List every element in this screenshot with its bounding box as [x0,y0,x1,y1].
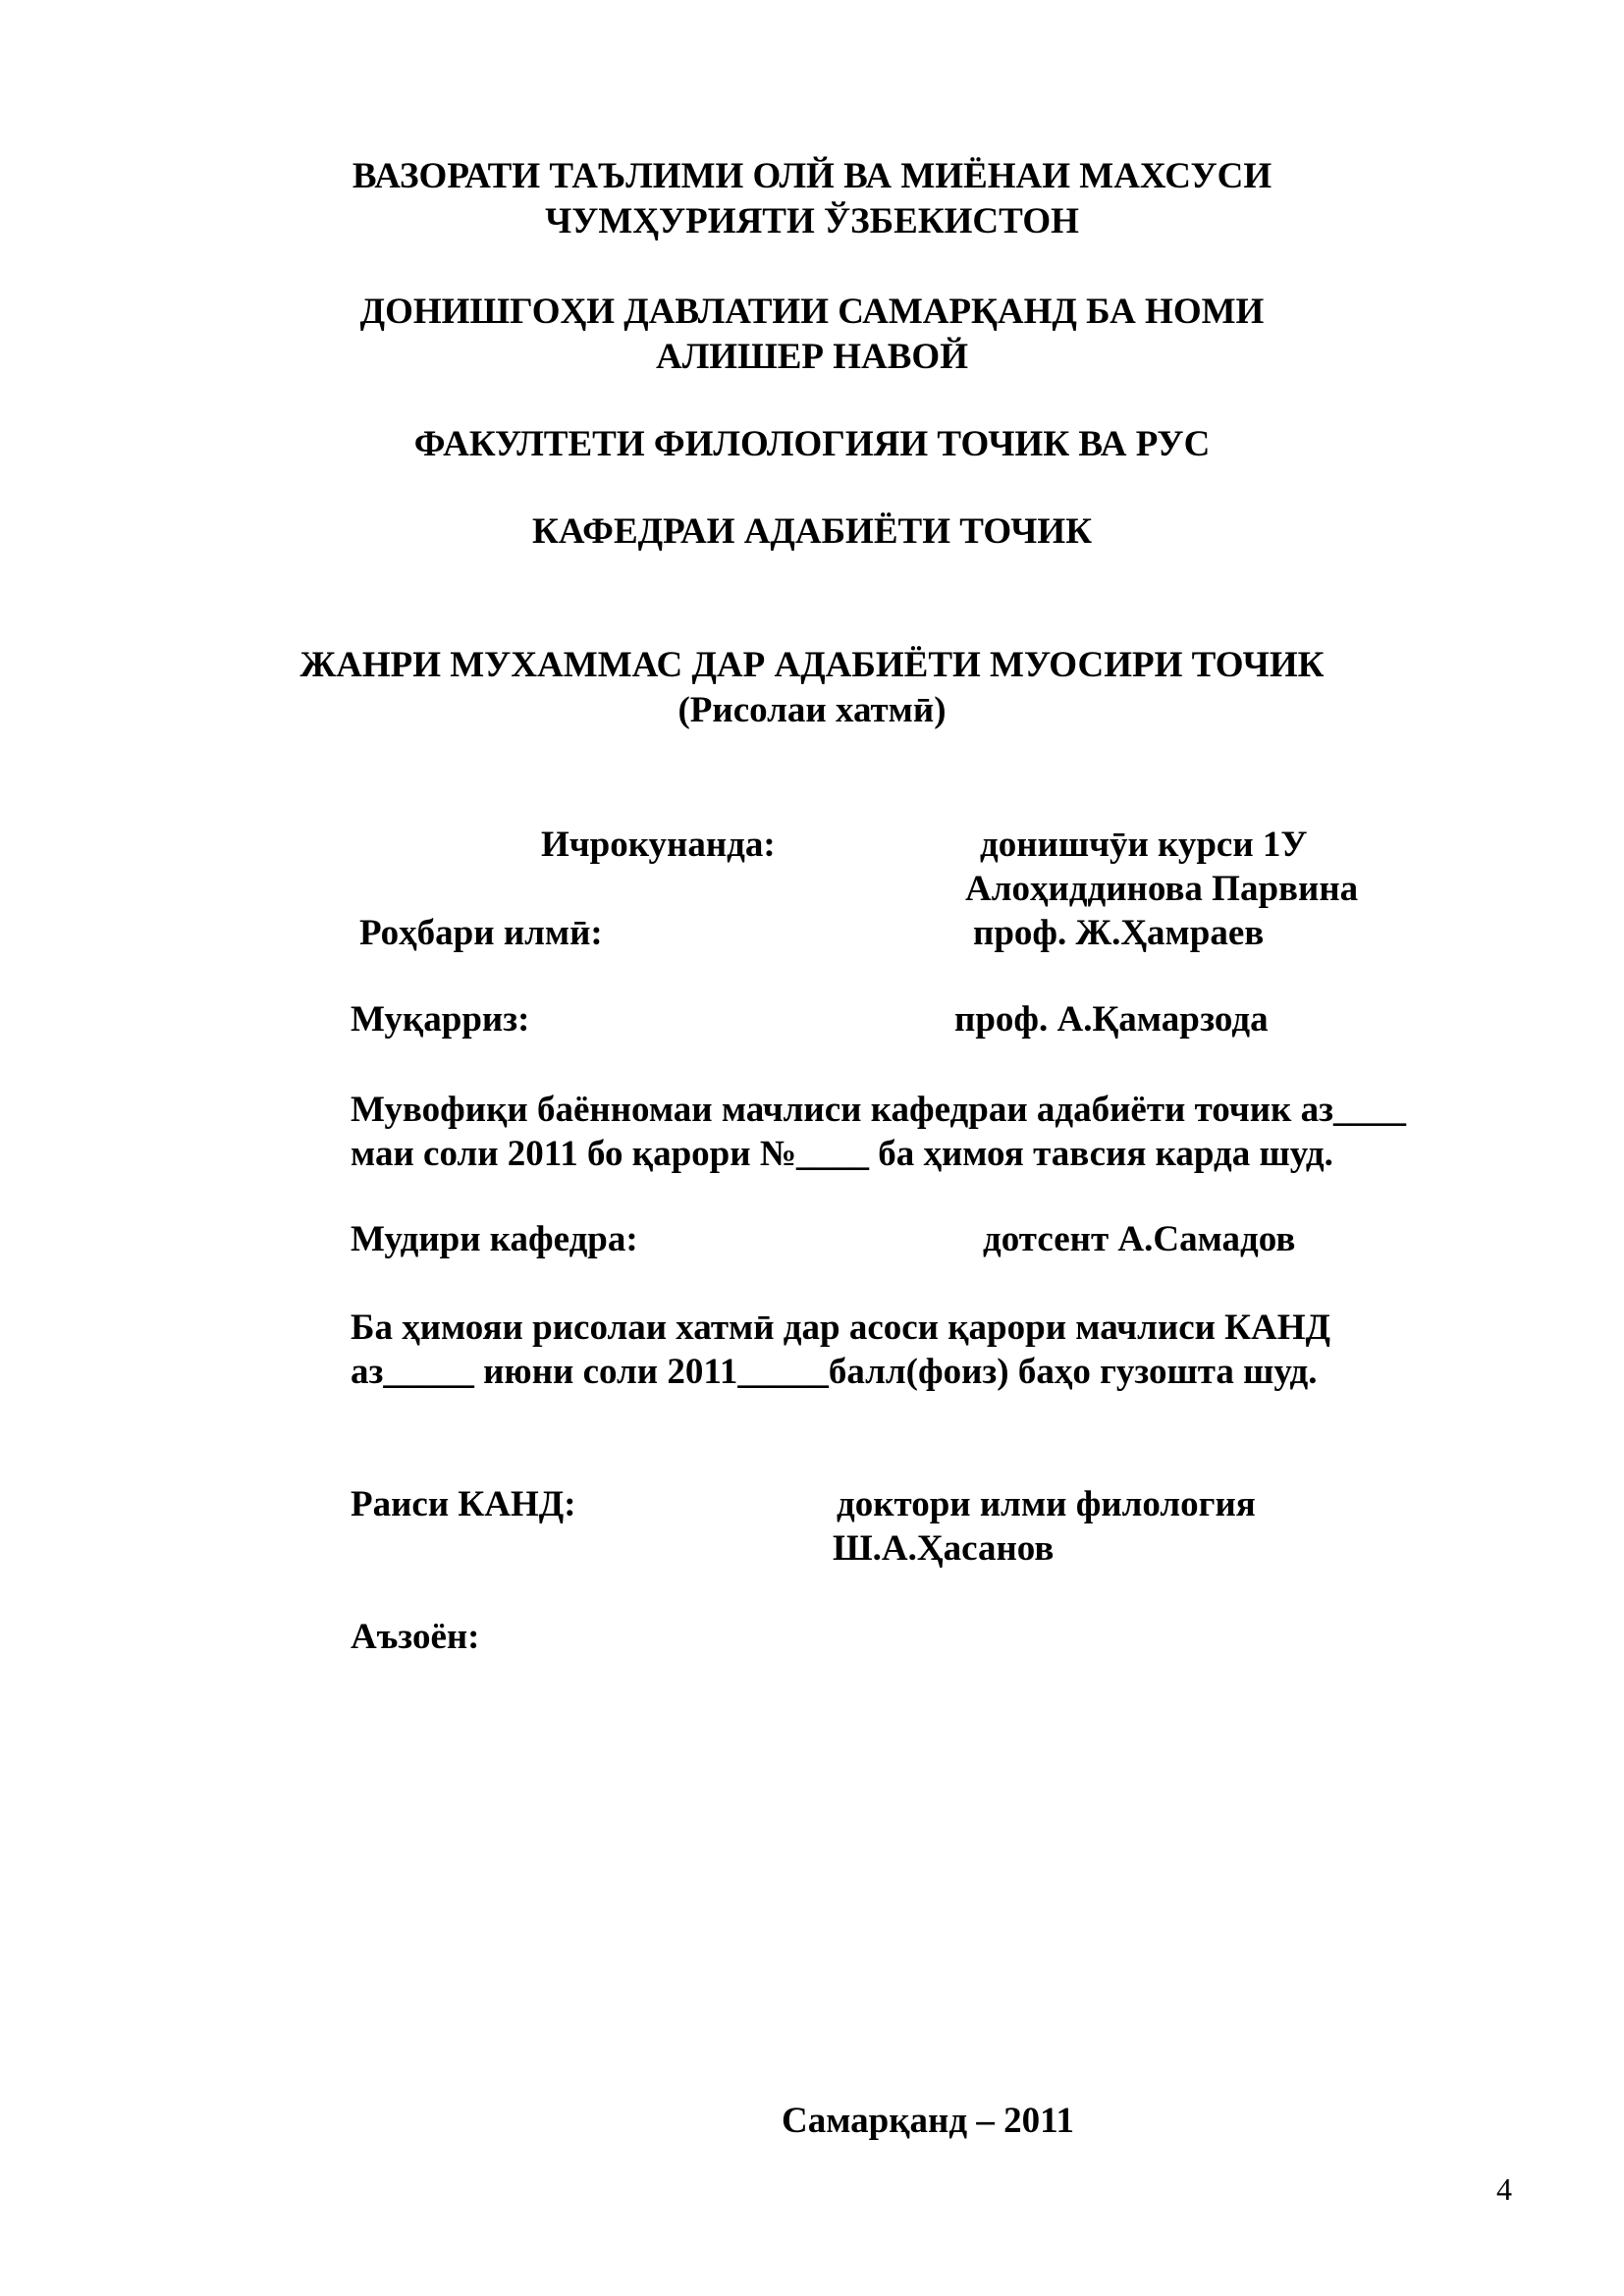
faculty-name: ФАКУЛТЕТИ ФИЛОЛОГИЯИ ТОЧИК ВА РУС [413,424,1211,464]
ministry-line-1: ВАЗОРАТИ ТАЪЛИМИ ОЛЙ ВА МИЁНАИ МАХСУСИ [352,156,1272,196]
approval-line-2: маи соли 2011 бо қарори №____ ба ҳимоя тавсия карда шуд. [351,1134,1333,1174]
chairman-label: Раиси КАНД: [351,1484,576,1524]
members-label: Аъзоён: [351,1617,480,1657]
ministry-line-2: ЧУМҲУРИЯТИ ЎЗБЕКИСТОН [545,201,1079,241]
approval-line-1: Мувофиқи баённомаи мачлиси кафедраи адабиёти точик аз____ [351,1090,1406,1130]
thesis-subtitle: (Рисолаи хатмӣ) [677,690,947,730]
city-year: Самарқанд – 2011 [781,2101,1075,2141]
supervisor-label: Роҳбари илмӣ: [359,913,603,953]
university-line-1: ДОНИШГОҲИ ДАВЛАТИИ САМАРҚАНД БА НОМИ [359,292,1265,332]
department-name: КАФЕДРАИ АДАБИЁТИ ТОЧИК [531,511,1093,552]
chairman-value-line-1: доктори илми филология [837,1484,1256,1524]
thesis-title: ЖАНРИ МУХАММАС ДАР АДАБИЁТИ МУОСИРИ ТОЧИК [299,645,1325,685]
defense-line-1: Ба ҳимояи рисолаи хатмӣ дар асоси қарори мачлиси КАНД [351,1308,1330,1348]
executor-value-line-2: Алоҳиддинова Парвина [965,869,1359,909]
page-number: 4 [1496,2171,1512,2207]
head-of-department-value: дотсент А.Самадов [983,1219,1296,1259]
head-of-department-label: Мудири кафедра: [351,1219,638,1259]
reviewer-label: Муқарриз: [351,999,530,1040]
reviewer-value: проф. А.Қамарзода [954,999,1269,1040]
defense-line-2: аз_____ июни соли 2011_____балл(фоиз) баҳо гузошта шуд. [351,1352,1318,1392]
executor-value-line-1: донишчӯи курси 1У [980,825,1308,865]
supervisor-value: проф. Ж.Ҳамраев [973,913,1265,953]
university-line-2: АЛИШЕР НАВОЙ [656,337,968,377]
executor-label: Ичрокунанда: [541,825,776,865]
chairman-value-line-2: Ш.А.Ҳасанов [833,1528,1055,1569]
